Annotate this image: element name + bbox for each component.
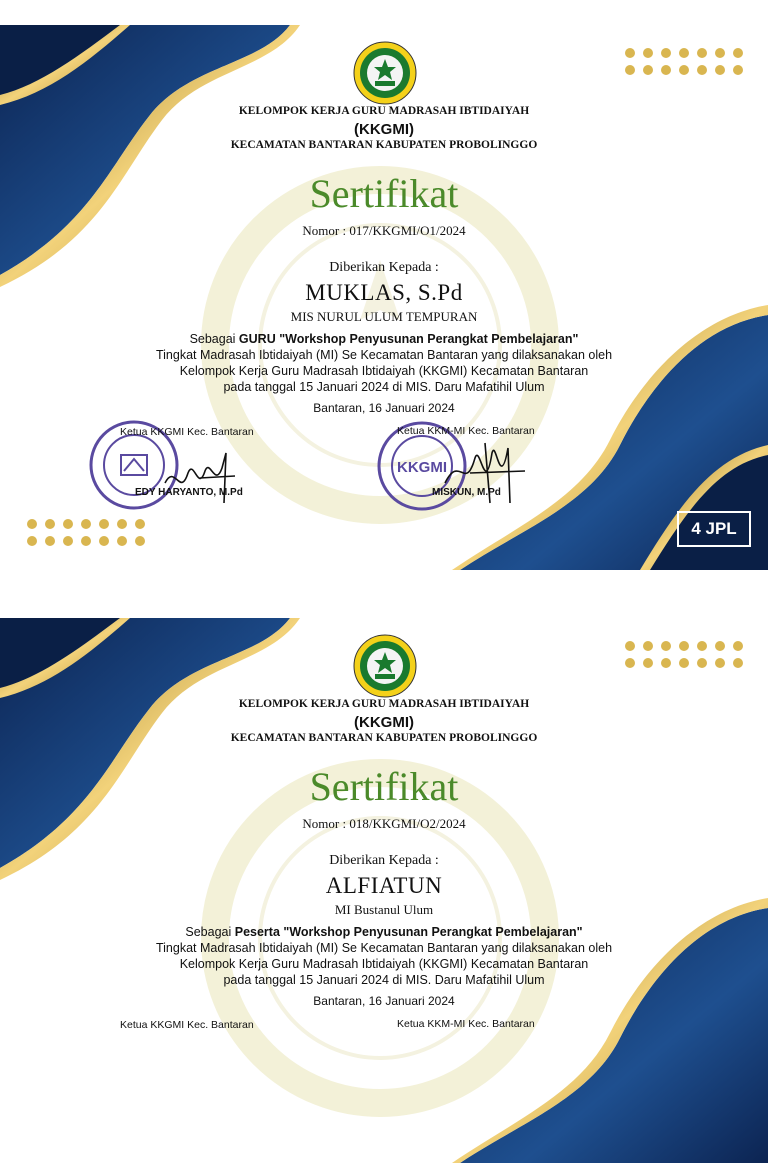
issue-date: Bantaran, 16 Januari 2024 [313, 994, 455, 1008]
recipient-name: MUKLAS, S.Pd [305, 280, 463, 305]
event-name: "Workshop Penyusunan Perangkat Pembelajaran" [279, 925, 583, 939]
event-name: "Workshop Penyusunan Perangkat Pembelajaran" [275, 332, 579, 346]
certificate-number: Nomor : 017/KKGMI/O1/2024 [302, 223, 466, 238]
kkgmi-emblem [353, 41, 417, 105]
jpl-badge: 4 JPL [677, 511, 751, 547]
certificate-number: Nomor : 018/KKGMI/O2/2024 [302, 816, 466, 831]
organization-acronym: (KKGMI) [354, 714, 414, 731]
issue-date: Bantaran, 16 Januari 2024 [313, 401, 455, 415]
left-signer-title: Ketua KKGMI Kec. Bantaran [120, 426, 254, 438]
body-prefix: Sebagai [189, 332, 239, 346]
given-to-label: Diberikan Kepada : [329, 853, 439, 868]
right-signer-name: MISKUN, M.Pd [432, 487, 501, 498]
certificate-title: Sertifikat [309, 764, 459, 809]
recipient-school: MI Bustanul Ulum [334, 902, 434, 917]
body-line-4: pada tanggal 15 Januari 2024 di MIS. Daru Mafatihil Ulum [223, 973, 545, 987]
right-signer-title: Ketua KKM-MI Kec. Bantaran [397, 425, 535, 437]
recipient-role: Peserta [234, 925, 280, 939]
left-signature [160, 443, 240, 513]
recipient-role: GURU [238, 332, 276, 346]
organization-location: KECAMATAN BANTARAN KABUPATEN PROBOLINGGO [230, 732, 538, 744]
body-line-3: Kelompok Kerja Guru Madrasah Ibtidaiyah (KKGMI) Kecamatan Bantaran [179, 957, 589, 971]
left-signer-name: EDY HARYANTO, M.Pd [135, 487, 243, 498]
stamp-text: KKGMI [397, 459, 447, 476]
certificate-1 [0, 25, 768, 570]
organization-location: KECAMATAN BANTARAN KABUPATEN PROBOLINGGO [230, 139, 538, 151]
body-line-4: pada tanggal 15 Januari 2024 di MIS. Daru Mafatihil Ulum [223, 380, 545, 394]
body-line-3: Kelompok Kerja Guru Madrasah Ibtidaiyah (KKGMI) Kecamatan Bantaran [179, 364, 589, 378]
body-line-2: Tingkat Madrasah Ibtidaiyah (MI) Se Kecamatan Bantaran yang dilaksanakan oleh [155, 348, 613, 362]
given-to-label: Diberikan Kepada : [329, 260, 439, 275]
body-line-1 [0, 332, 768, 346]
left-signer-title: Ketua KKGMI Kec. Bantaran [120, 1019, 254, 1031]
body-line-2: Tingkat Madrasah Ibtidaiyah (MI) Se Kecamatan Bantaran yang dilaksanakan oleh [155, 941, 613, 955]
certificate-title: Sertifikat [309, 171, 459, 216]
recipient-name: ALFIATUN [325, 873, 443, 898]
organization-acronym: (KKGMI) [354, 121, 414, 138]
recipient-school: MIS NURUL ULUM TEMPURAN [290, 309, 478, 324]
right-signer-title: Ketua KKM-MI Kec. Bantaran [397, 1018, 535, 1030]
organization-name: KELOMPOK KERJA GURU MADRASAH IBTIDAIYAH [238, 698, 530, 710]
certificate-2 [0, 618, 768, 1031]
kkgmi-emblem [353, 634, 417, 698]
body-line-1 [0, 925, 768, 939]
body-prefix: Sebagai [185, 925, 235, 939]
organization-name: KELOMPOK KERJA GURU MADRASAH IBTIDAIYAH [238, 105, 530, 117]
